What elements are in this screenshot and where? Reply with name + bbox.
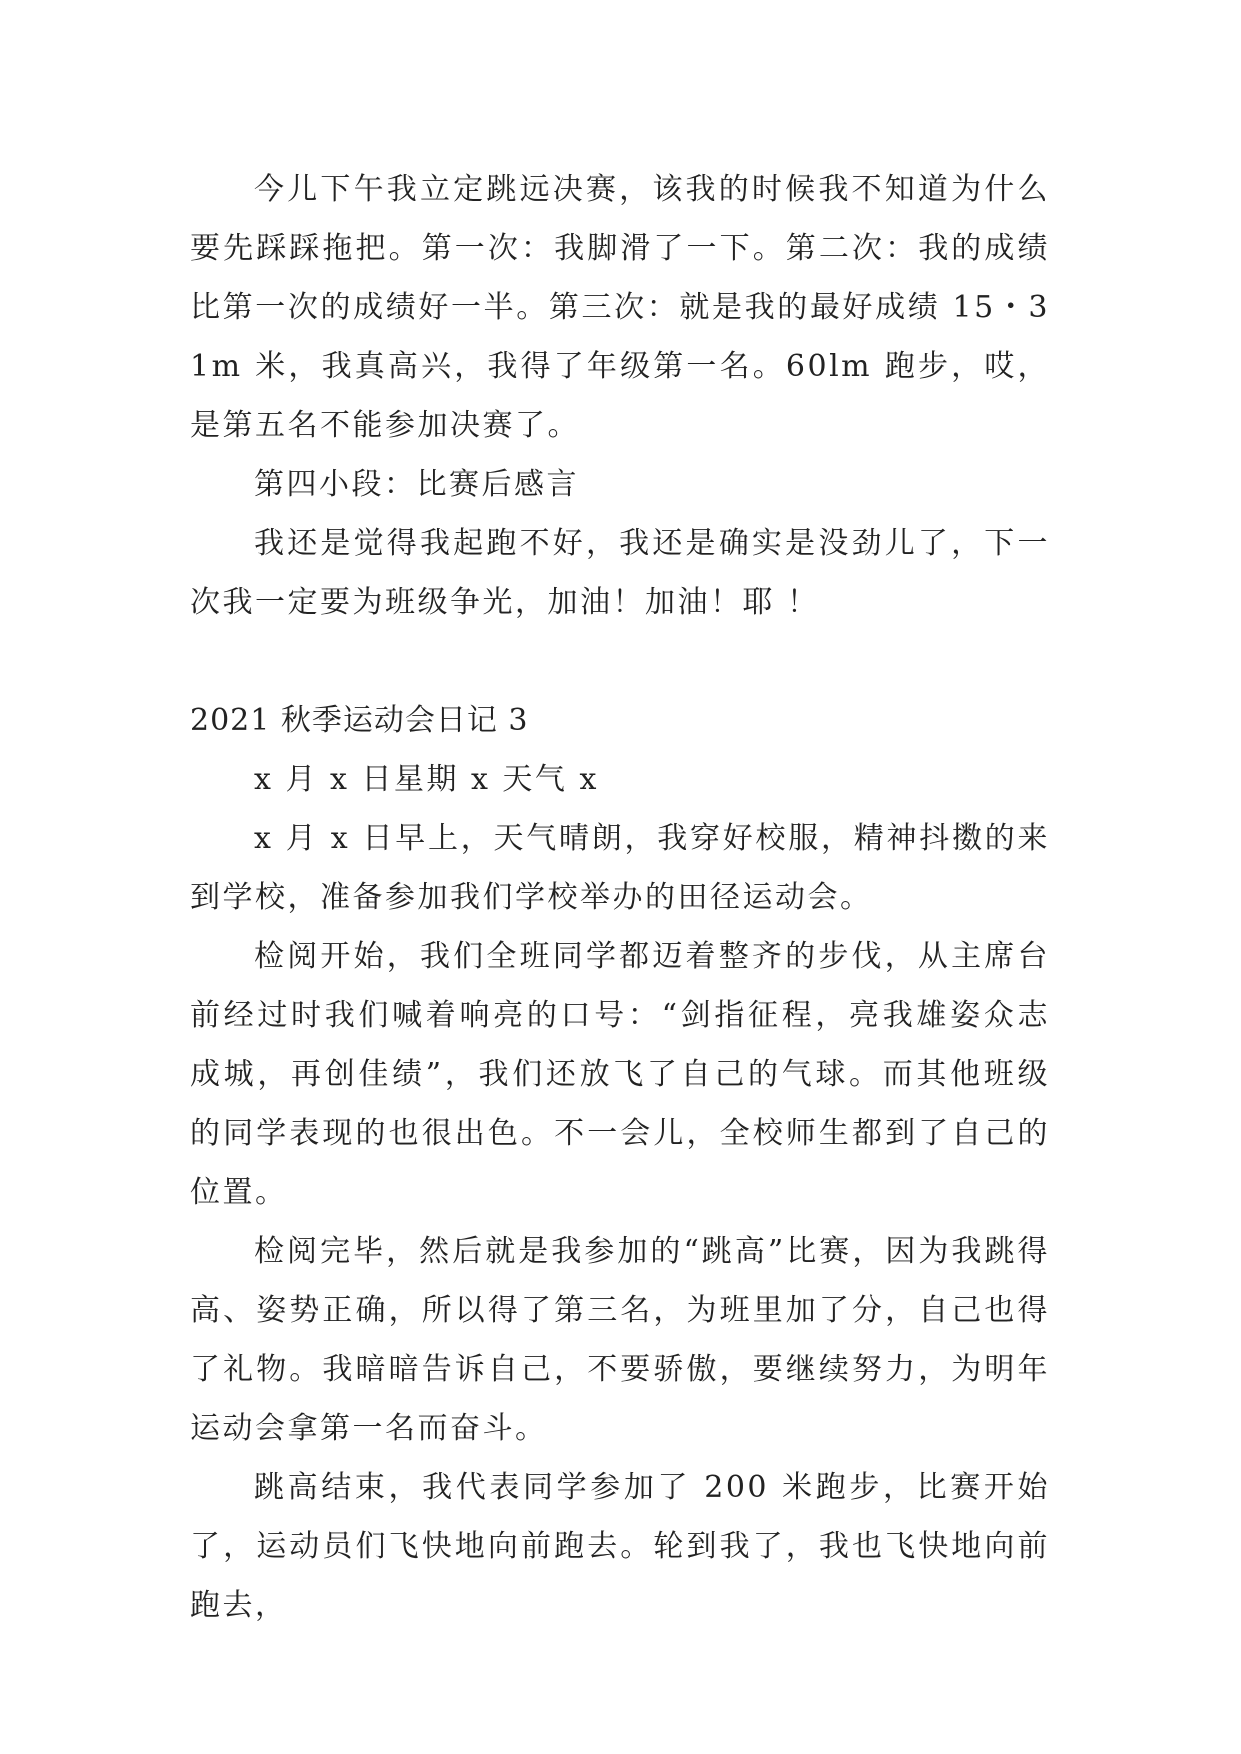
paragraph-date-line: x 月 x 日星期 x 天气 x [254,762,599,797]
document-page [190,160,1050,1635]
paragraph-reflection: 我还是觉得我起跑不好，我还是确实是没劲儿了，下一次我一定要为班级争光，加油！加油！耶 ！ [190,526,1050,620]
paragraph-long-jump: 今儿下午我立定跳远决赛，该我的时候我不知道为什么要先踩踩拖把。第一次：我脚滑了一下。第二次：我的成绩比第一次的成绩好一半。第三次：就是我的最好成绩 15・31m 米，我真高兴，我得了年级第一名。60lm 跑步，哎，是第五名不能参加决赛了。 [190,172,1050,443]
section-heading: 2021 秋季运动会日记 3 [190,703,529,738]
paragraph-200m-race: 跳高结束，我代表同学参加了 200 米跑步，比赛开始了，运动员们飞快地向前跑去。轮到我了，我也飞快地向前跑去， [190,1470,1050,1623]
paragraph-morning: x 月 x 日早上，天气晴朗，我穿好校服，精神抖擞的来到学校，准备参加我们学校举办的田径运动会。 [190,821,1050,915]
paragraph-high-jump: 检阅完毕，然后就是我参加的“跳高”比赛，因为我跳得高、姿势正确，所以得了第三名，为班里加了分，自己也得了礼物。我暗暗告诉自己，不要骄傲，要继续努力，为明年运动会拿第一名而奋斗。 [190,1234,1050,1446]
paragraph-subsection-title: 第四小段：比赛后感言 [254,467,579,502]
paragraph-parade: 检阅开始，我们全班同学都迈着整齐的步伐，从主席台前经过时我们喊着响亮的口号：“剑指征程，亮我雄姿众志成城，再创佳绩”，我们还放飞了自己的气球。而其他班级的同学表现的也很出色。不一会儿，全校师生都到了自己的位置。 [190,939,1050,1210]
section-spacer [190,632,1050,691]
